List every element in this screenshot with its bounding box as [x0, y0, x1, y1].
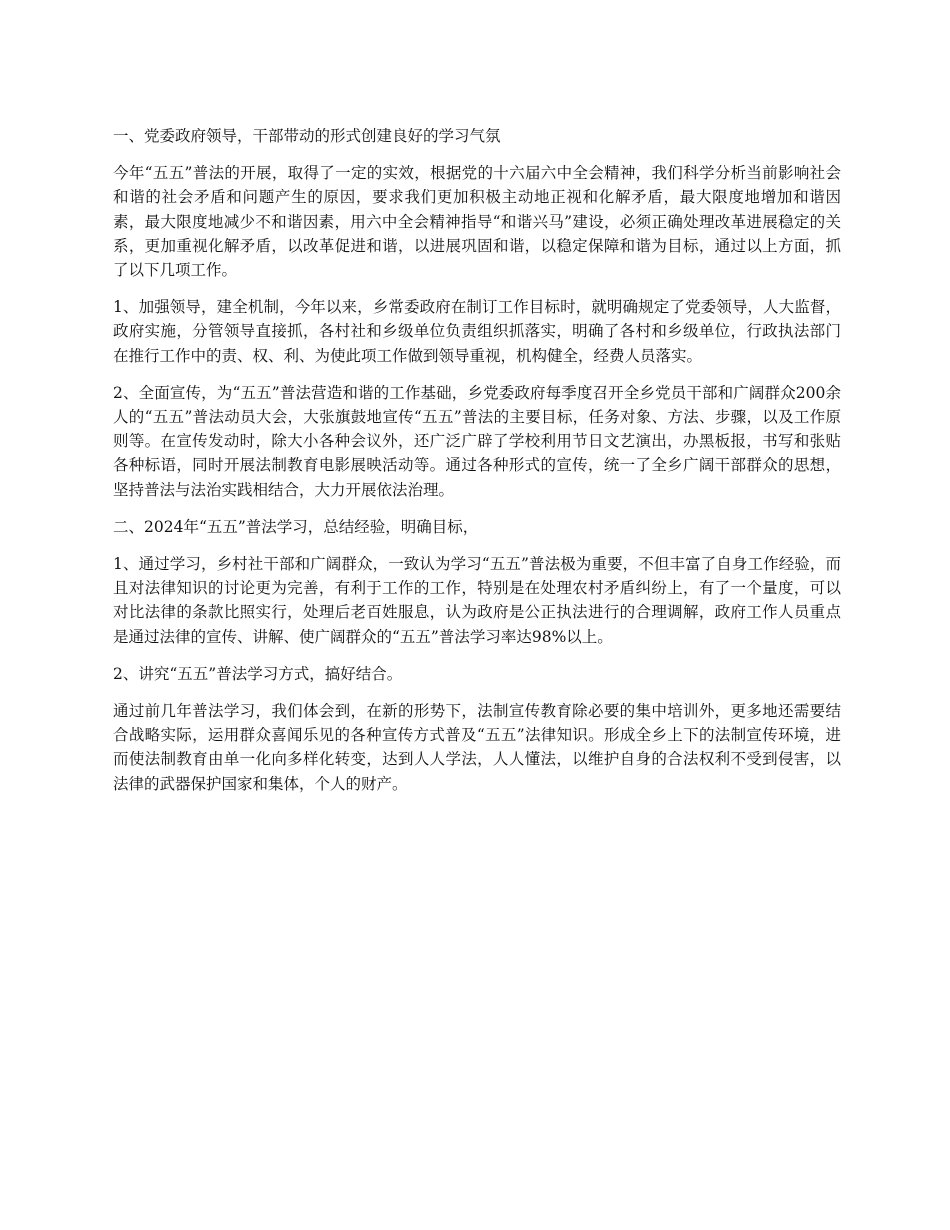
- section-heading-2: 二、2024年“五五”普法学习，总结经验，明确目标，: [113, 517, 479, 536]
- body-paragraph: 1、通过学习，乡村社干部和广阔群众，一致认为学习“五五”普法极为重要，不但丰富了自身工作经验，而且对法律知识的讨论更为完善，有利于工作的工作，特别是在处理农村矛盾纠纷上，有了一个量度，可以对比法律的条款比照实行，处理后老百姓服息，认为政府是公正执法进行的合理调解，政府工作人员重点是通过法律的宣传、讲解、使广阔群众的“五五”普法学习率达98%以上。: [113, 555, 841, 646]
- body-paragraph: 2、讲究“五五”普法学习方式，搞好结合。: [113, 664, 403, 683]
- section-heading-1: 一、党委政府领导，干部带动的形式创建良好的学习气氛: [113, 127, 501, 145]
- body-paragraph: 1、加强领导，建全机制，今年以来，乡常委政府在制订工作目标时，就明确规定了党委领导，人大监督，政府实施，分管领导直接抓，各村社和乡级单位负责组织抓落实，明确了各村和乡级单位，行政执法部门在推行工作中的责、权、利、为使此项工作做到领导重视，机构健全，经费人员落实。: [113, 298, 841, 365]
- body-paragraph: 2、全面宣传，为“五五”普法营造和谐的工作基础，乡党委政府每季度召开全乡党员干部和广阔群众200余人的“五五”普法动员大会，大张旗鼓地宣传“五五”普法的主要目标，任务对象、方法、步骤，以及工作原则等。在宣传发动时，除大小各种会议外，还广泛广辟了学校利用节日文艺演出，办黑板报，书写和张贴各种标语，同时开展法制教育电影展映活动等。通过各种形式的宣传，统一了全乡广阔干部群众的思想，坚持普法与法治实践相结合，大力开展依法治理。: [113, 383, 841, 499]
- document-body: [113, 124, 841, 809]
- body-paragraph: 今年“五五”普法的开展，取得了一定的实效，根据党的十六届六中全会精神，我们科学分析当前影响社会和谐的社会矛盾和问题产生的原因，要求我们更加积极主动地正视和化解矛盾，最大限度地增加和谐因素，最大限度地减少不和谐因素，用六中全会精神指导“和谐兴马”建设，必须正确处理改革进展稳定的关系，更加重视化解矛盾，以改革促进和谐，以进展巩固和谐，以稳定保障和谐为目标，通过以上方面，抓了以下几项工作。: [113, 164, 841, 280]
- body-paragraph: 通过前几年普法学习，我们体会到，在新的形势下，法制宣传教育除必要的集中培训外，更多地还需要结合战略实际，运用群众喜闻乐见的各种宣传方式普及“五五”法律知识。形成全乡上下的法制宣传环境，进而使法制教育由单一化向多样化转变，达到人人学法，人人懂法，以维护自身的合法权利不受到侵害，以法律的武器保护国家和集体，个人的财产。: [113, 702, 841, 793]
